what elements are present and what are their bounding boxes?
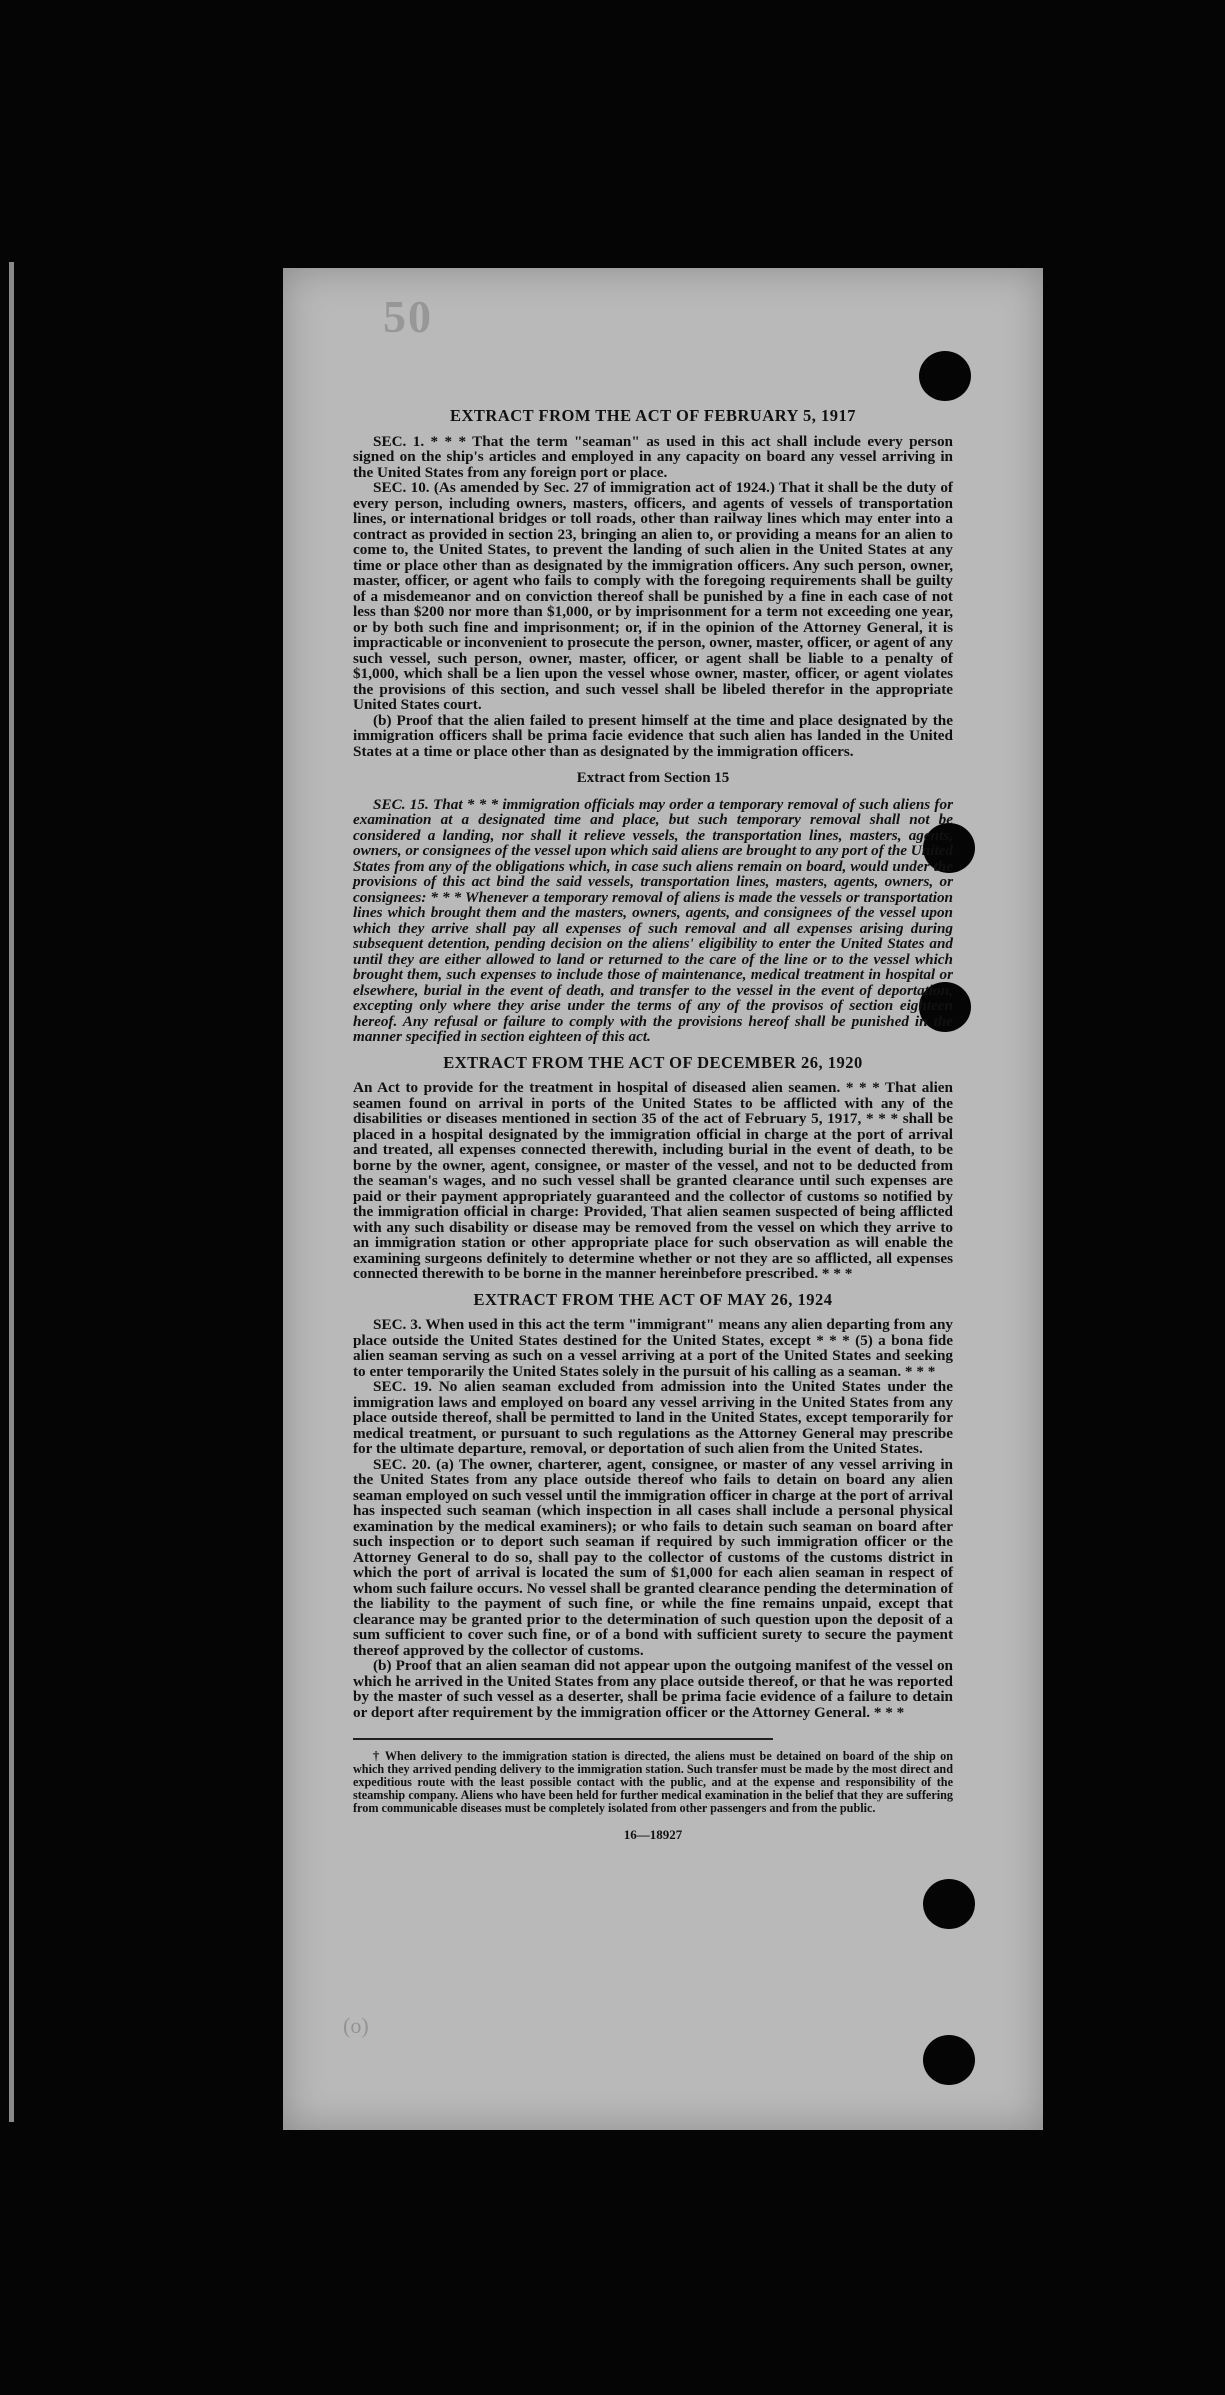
page-code: 16—18927 <box>623 1827 683 1842</box>
section-title-extract-15: Extract from Section 15 <box>576 770 730 786</box>
punch-hole <box>923 1879 975 1929</box>
footnote-divider <box>353 1738 773 1740</box>
paragraph-sec15: SEC. 15. That * * * immigration officials may order a temporary removal of such aliens for examination at a designated time and place, but such temporary removal shall not be considered a landing, nor shall it relieve vessels, the transportation lines, masters, agents, owners, or consignees of the vessel upon which said aliens are brought to any port of the United States from any of the obligations which, in case such aliens remain on board, would under the provisions of this act bind the said vessels, transportation lines, masters, agents, owners, or consignees: * * * Whenever a temporary removal of aliens is made the vessels or transportation lines which brought them and the masters, owners, agents, and consignees of the vessel upon which they arrive shall pay all expenses of such removal and all expenses arising during subsequent detention, pending decision on the aliens' eligibility to enter the United States and until they are either allowed to land or returned to the care of the line or to the vessel which brought them, such expenses to include those of maintenance, medical treatment in hospital or elsewhere, burial in the event of death, and transfer to the vessel in the event of deportation, excepting only where they arise under the terms of any of the provisos of section eighteen hereof. Any refusal or failure to comply with the provisions hereof shall be punished in the manner specified in section eighteen of this act. <box>353 795 953 1045</box>
paragraph-sec19: SEC. 19. No alien seaman excluded from admission into the United States under the immigration laws and employed on board any vessel arriving in the United States from any place outside thereof, shall be permitted to land in the United States, except temporarily for medical treatment, or pursuant to such regulations as the Attorney General may prescribe for the ultimate departure, removal, or deportation of such alien from the United States. <box>353 1378 953 1457</box>
corner-mark: (o) <box>343 2013 369 2038</box>
paragraph-sec1: SEC. 1. * * * That the term "seaman" as used in this act shall include every person signed on the ship's articles and employed in any capacity on board any vessel arriving in the United States from any foreign port or place. <box>353 432 953 481</box>
section-title-1920: EXTRACT FROM THE ACT OF DECEMBER 26, 1920 <box>443 1052 863 1072</box>
paragraph-act-1920: An Act to provide for the treatment in hospital of diseased alien seamen. * * * That alien seamen found on arrival in ports of the United States to be afflicted with any of the disabilities or diseases mentioned in section 35 of the act of February 5, 1917, * * * shall be placed in a hospital designated by the immigration official in charge at the port of arrival and treated, all expenses connected therewith, including burial in the event of death, to be borne by the owner, agent, consignee, or master of the vessel, and not to be deducted from the seaman's wages, and no such vessel shall be granted clearance until such expenses are paid or their payment appropriately guaranteed and the collector of customs so notified by the immigration official in charge: Provided, That alien seamen suspected of being afflicted with any such disability or disease may be removed from the vessel on which they arrive to an immigration station or other appropriate place for such observation as will enable the examining surgeons definitely to determine whether or not they are so afflicted, all expenses connected therewith to be borne in the manner hereinbefore prescribed. * * * <box>353 1079 953 1282</box>
footnote-text: † When delivery to the immigration station is directed, the aliens must be detained on board of the ship on which they arrived pending delivery to the immigration station. Such transfer must be made by the most direct and expeditious route with the least possible contact with the public, and at the expense and responsibility of the steamship company. Aliens who have been held for further medical examination in the belief that they are suffering from communicable diseases must be completely isolated from other passengers and from the public. <box>353 1749 953 1815</box>
section-15-block <box>353 797 953 1045</box>
document-page <box>283 268 1043 2130</box>
faded-stamp-number: 50 <box>383 291 433 342</box>
punch-hole <box>923 2035 975 2085</box>
paragraph-sec10: SEC. 10. (As amended by Sec. 27 of immigration act of 1924.) That it shall be the duty of every person, including owners, masters, officers, and agents of vessels of transportation lines, or international bridges or toll roads, other than railway lines which may enter into a contract as provided in section 23, bringing an alien to, or providing a means for an alien to come to, the United States, to prevent the landing of such alien in the United States at any time or place other than as designated by the immigration officers. Any such person, owner, master, officer, or agent who fails to comply with the foregoing requirements shall be guilty of a misdemeanor and on conviction thereof shall be punished by a fine in each case of not less than $200 nor more than $1,000, or by imprisonment for a term not exceeding one year, or by both such fine and imprisonment; or, if in the opinion of the Attorney General, it is impracticable or inconvenient to prosecute the person, owner, master, officer, or agent of any such vessel, such person, owner, master, officer, or agent shall be liable to a penalty of $1,000, which shall be a lien upon the vessel whose owner, master, officer, or agent violates the provisions of this section, and such vessel shall be libeled therefor in the appropriate United States court. <box>353 479 953 713</box>
paragraph-sec20-a: SEC. 20. (a) The owner, charterer, agent, consignee, or master of any vessel arriving in the United States from any place outside thereof who fails to detain on board any alien seaman employed on such vessel until the immigration officer in charge at the port of arrival has inspected such seaman (which inspection in all cases shall include a personal physical examination by the medical examiners); or who fails to detain such seaman on board after such inspection or to deport such seaman if required by such immigration officer or the Attorney General to do so, shall pay to the collector of customs of the customs district in which the port of arrival is located the sum of $1,000 for each alien seaman in respect of whom such failure occurs. No vessel shall be granted clearance pending the determination of the liability to the payment of such fine, or while the fine remains unpaid, except that clearance may be granted prior to the determination of such question upon the deposit of a sum sufficient to cover such fine, or of a bond with sufficient surety to secure the payment thereof approved by the collector of customs. <box>353 1455 953 1659</box>
punch-hole <box>919 351 971 401</box>
section-title-1917: EXTRACT FROM THE ACT OF FEBRUARY 5, 1917 <box>450 406 856 425</box>
paragraph-sec3: SEC. 3. When used in this act the term "immigrant" means any alien departing from any place outside the United States destined for the United States, except * * * (5) a bona fide alien seaman serving as such on a vessel arriving at a port of the United States and seeking to enter temporarily the United States solely in the pursuit of his calling as a seaman. * * * <box>353 1316 953 1380</box>
scanner-edge-line <box>9 262 14 2122</box>
section-title-1924: EXTRACT FROM THE ACT OF MAY 26, 1924 <box>473 1289 833 1309</box>
paragraph-sec10-b: (b) Proof that the alien failed to present himself at the time and place designated by the immigration officers shall be prima facie evidence that such alien has landed in the United States at a time or place other than as designated by the immigration officers. <box>353 711 953 760</box>
document-body <box>353 408 953 1843</box>
paragraph-sec20-b: (b) Proof that an alien seaman did not appear upon the outgoing manifest of the vessel on which he arrived in the United States from any place outside thereof, or that he was reported by the master of such vessel as a deserter, shall be prima facie evidence of a failure to detain or deport after requirement by the immigration officer or the Attorney General. * * * <box>353 1657 954 1721</box>
